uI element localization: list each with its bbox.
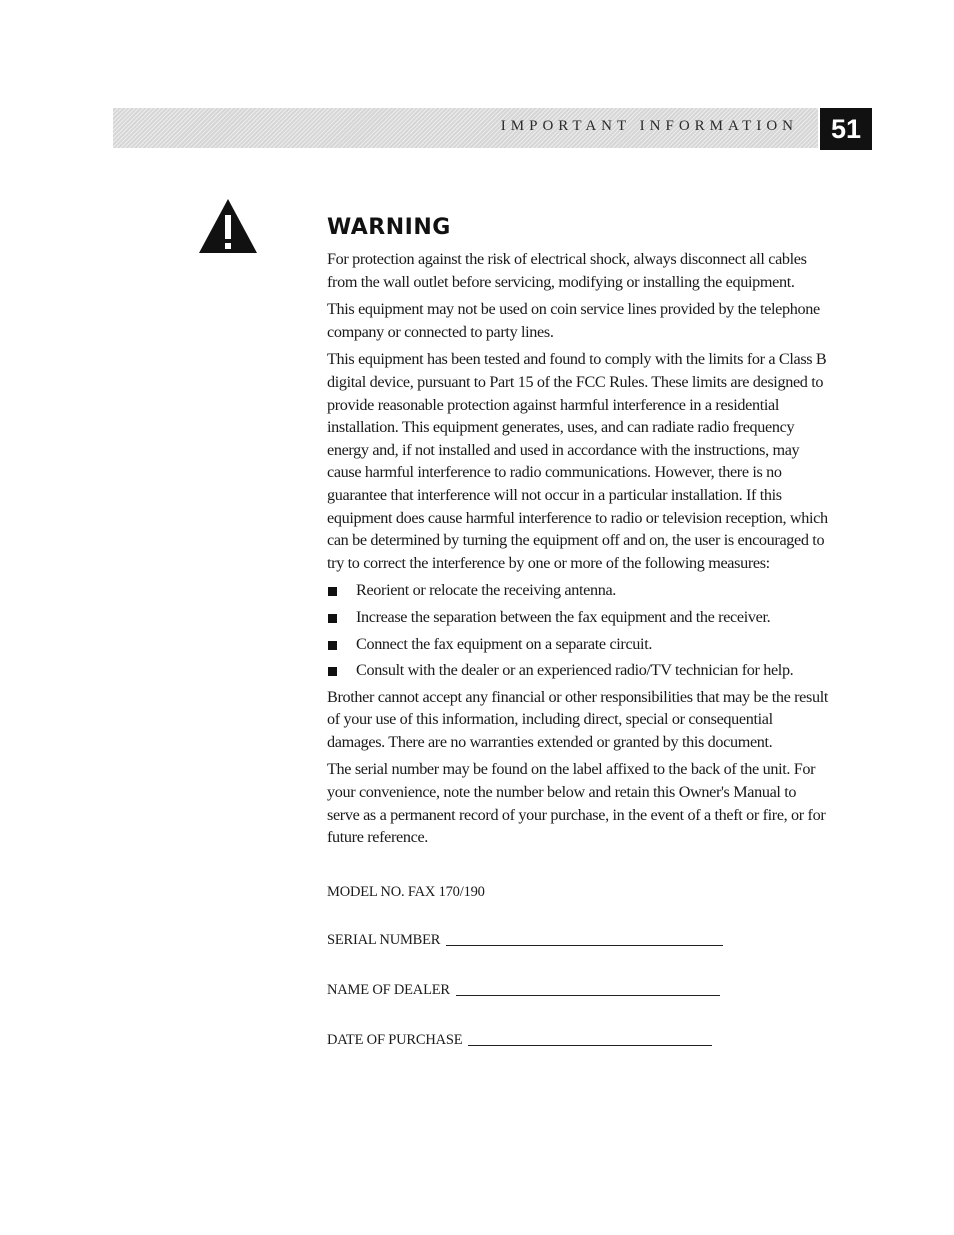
serial-number-row bbox=[327, 932, 747, 949]
page-number: 51 bbox=[820, 108, 872, 150]
purchase-date-label: DATE OF PURCHASE bbox=[327, 1032, 463, 1048]
measure-text: Increase the separation between the fax equipment and the receiver. bbox=[356, 607, 771, 626]
serial-number-label: SERIAL NUMBER bbox=[327, 932, 441, 948]
square-bullet-icon bbox=[328, 667, 337, 676]
purchase-date-blank bbox=[468, 1044, 712, 1046]
dealer-row bbox=[327, 982, 747, 999]
warning-title: WARNING bbox=[327, 215, 451, 240]
paragraph-shock-warning: For protection against the risk of electrical shock, always disconnect all cables from the wall outlet before servicing, modifying or installing the equipment. bbox=[327, 250, 807, 291]
list-item bbox=[327, 633, 832, 656]
warning-triangle-icon bbox=[197, 197, 259, 255]
measure-text: Connect the fax equipment on a separate circuit. bbox=[356, 634, 653, 653]
paragraph-coin-lines: This equipment may not be used on coin service lines provided by the telephone company or connected to party lines. bbox=[327, 300, 820, 341]
purchase-date-row bbox=[327, 1032, 747, 1049]
measures-list bbox=[327, 579, 832, 681]
list-item bbox=[327, 606, 832, 629]
list-item bbox=[327, 659, 832, 682]
paragraph-liability: Brother cannot accept any financial or other responsibilities that may be the result of your use of this information, including direct, special or consequential damages. There are no warranties extended or granted by this document. bbox=[327, 687, 829, 751]
square-bullet-icon bbox=[328, 614, 337, 623]
section-header-band bbox=[113, 108, 818, 148]
dealer-label: NAME OF DEALER bbox=[327, 982, 450, 998]
serial-number-blank bbox=[446, 944, 723, 946]
square-bullet-icon bbox=[328, 587, 337, 596]
paragraph-serial-number: The serial number may be found on the label affixed to the back of the unit. For your convenience, note the number below and retain this Owner's Manual to serve as a permanent record of your purchase, in the event of a theft or fire, or for future reference. bbox=[327, 760, 826, 847]
purchase-record-form bbox=[327, 884, 747, 1082]
measure-text: Reorient or relocate the receiving antenna. bbox=[356, 581, 617, 600]
section-title: IMPORTANT INFORMATION bbox=[500, 118, 798, 134]
square-bullet-icon bbox=[328, 641, 337, 650]
dealer-blank bbox=[456, 994, 720, 996]
warning-body bbox=[327, 248, 832, 854]
paragraph-fcc-compliance: This equipment has been tested and found to comply with the limits for a Class B digital device, pursuant to Part 15 of the FCC Rules. These limits are designed to provide reasonable protection against harmful interference in a residential installation. This equipment generates, uses, and can radiate radio frequency energy and, if not installed and used in accordance with the instructions, may cause harmful interference to radio communications. However, there is no guarantee that interference will not occur in a particular installation. If this equipment does cause harmful interference to radio or television reception, which can be determined by turning the equipment off and on, the user is encouraged to try to correct the interference by one or more of the following measures: bbox=[327, 350, 828, 572]
list-item bbox=[327, 579, 832, 602]
model-number: MODEL NO. FAX 170/190 bbox=[327, 884, 485, 900]
measure-text: Consult with the dealer or an experienced radio/TV technician for help. bbox=[356, 661, 794, 680]
